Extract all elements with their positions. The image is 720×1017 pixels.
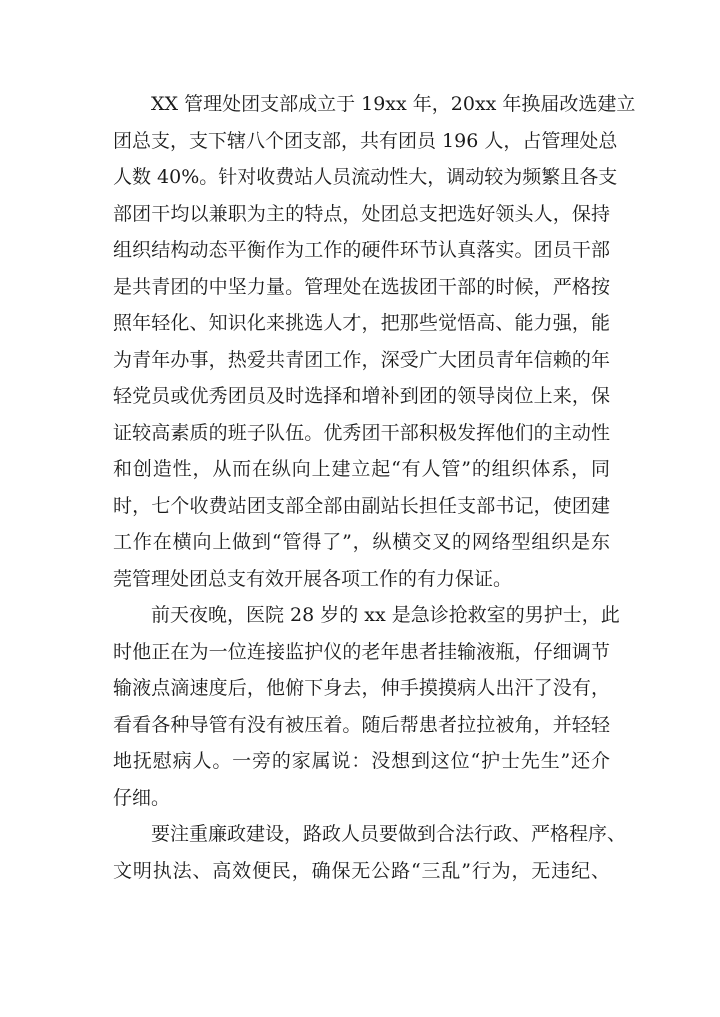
text-line: 组织结构动态平衡作为工作的硬件环节认真落实。团员干部 xyxy=(113,239,610,261)
text-line: 前天夜晚，医院 28 岁的 xx 是急诊抢救室的男护士，此 xyxy=(151,604,620,626)
paragraph-1 xyxy=(113,86,636,597)
text-line: 时，七个收费站团支部全部由副站长担任支部书记，使团建 xyxy=(113,494,610,517)
text-line: 部团干均以兼职为主的特点，处团总支把选好领头人，保持 xyxy=(113,202,610,225)
text-line: 和创造性，从而在纵向上建立起“有人管”的组织体系，同 xyxy=(113,458,610,480)
text-line: 莞管理处团总支有效开展各项工作的有力保证。 xyxy=(113,567,513,590)
text-line: 证较高素质的班子队伍。优秀团干部积极发挥他们的主动性 xyxy=(113,421,610,444)
text-line: 仔细。 xyxy=(113,786,171,809)
text-line: 文明执法、高效便民，确保无公路“三乱”行为，无违纪、 xyxy=(113,859,610,882)
text-line: 时他正在为一位连接监护仪的老年患者挂输液瓶，仔细调节 xyxy=(113,640,610,663)
text-line: 轻党员或优秀团员及时选择和增补到团的领导岗位上来，保 xyxy=(113,385,610,407)
text-line: 是共青团的中坚力量。管理处在选拔团干部的时候，严格按 xyxy=(113,275,610,298)
text-line: 地抚慰病人。一旁的家属说：没想到这位“护士先生”还介 xyxy=(113,750,610,772)
text-line: 输液点滴速度后，他俯下身去，伸手摸摸病人出汗了没有， xyxy=(113,677,610,699)
paragraph-2 xyxy=(113,597,620,816)
text-line: 照年轻化、知识化来挑选人才，把那些觉悟高、能力强，能 xyxy=(113,312,610,334)
document-body xyxy=(113,86,636,889)
text-line: 为青年办事，热爱共青团工作，深受广大团员青年信赖的年 xyxy=(113,348,610,371)
paragraph-3 xyxy=(113,816,627,889)
text-line: XX 管理处团支部成立于 19xx 年，20xx 年换届改选建立 xyxy=(151,93,636,115)
text-line: 看看各种导管有没有被压着。随后帮患者拉拉被角，并轻轻 xyxy=(113,713,610,736)
text-line: 工作在横向上做到“管得了”，纵横交叉的网络型组织是东 xyxy=(113,531,610,553)
text-line: 要注重廉政建设，路政人员要做到合法行政、严格程序、 xyxy=(151,823,627,845)
text-line: 团总支，支下辖八个团支部，共有团员 196 人，占管理处总 xyxy=(113,129,618,152)
text-line: 人数 40%。针对收费站人员流动性大，调动较为频繁且各支 xyxy=(113,166,618,188)
